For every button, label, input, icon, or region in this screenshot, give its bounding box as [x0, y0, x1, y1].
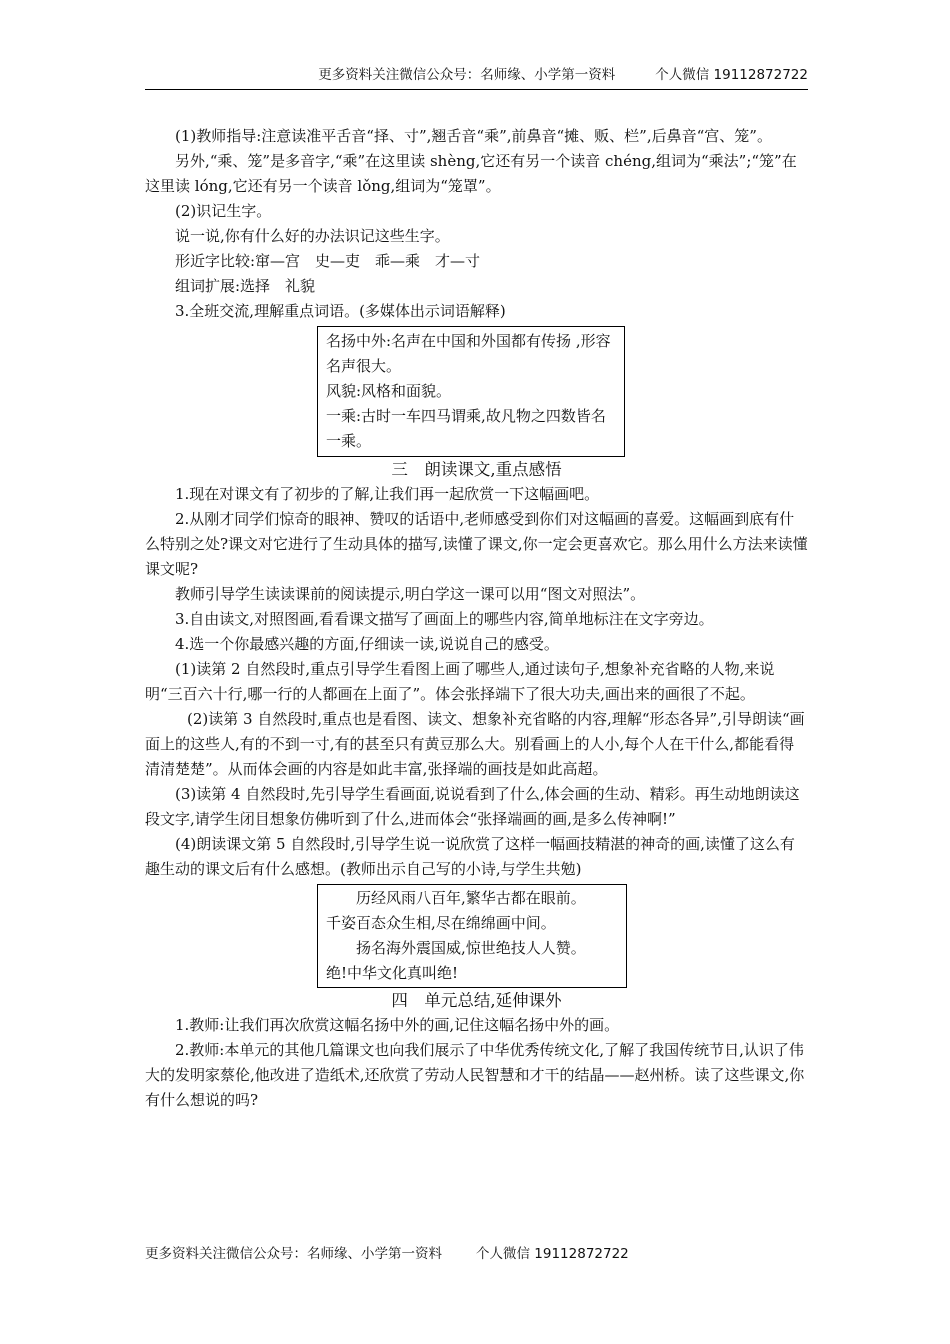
header-wechat: 个人微信 19112872722	[655, 67, 808, 83]
paragraph: 3.全班交流,理解重点词语。(多媒体出示词语解释)	[175, 302, 506, 320]
lesson-body	[145, 124, 808, 1113]
page-footer	[145, 1245, 629, 1263]
header-text: 更多资料关注微信公众号：名师缘、小学第一资料	[318, 67, 616, 83]
paragraph: 4.选一个你最感兴趣的方面,仔细读一读,说说自己的感受。	[175, 635, 559, 653]
vocabulary-box	[317, 326, 625, 457]
paragraph: (1)读第 2 自然段时,重点引导学生看图上画了哪些人,通过读句子,想象补充省略的人物,来说明“三百六十行,哪一行的人都画在上面了”。体会张择端下了很大功夫,画出来的画很了不起。	[145, 660, 775, 703]
footer-wechat: 个人微信 19112872722	[476, 1246, 629, 1262]
paragraph: 教师引导学生读读课前的阅读提示,明白学这一课可以用“图文对照法”。	[175, 585, 646, 603]
paragraph: 2.从刚才同学们惊奇的眼神、赞叹的话语中,老师感受到你们对这幅画的喜爱。这幅画到底有什么特别之处?课文对它进行了生动具体的描写,读懂了课文,你一定会更喜欢它。那么用什么方法来读懂课文呢?	[145, 510, 808, 578]
vocab-item: 名扬中外:名声在中国和外国都有传扬 ,形容名声很大。	[326, 332, 611, 375]
paragraph: (1)教师指导:注意读准平舌音“择、寸”,翘舌音“乘”,前鼻音“摊、贩、栏”,后鼻音“宫、笼”。	[175, 127, 772, 145]
paragraph: 2.教师:本单元的其他几篇课文也向我们展示了中华优秀传统文化,了解了我国传统节日,认识了伟大的发明家蔡伦,他改进了造纸术,还欣赏了劳动人民智慧和才干的结晶——赵州桥。读了这些课文,你有什么想说的吗?	[145, 1041, 805, 1109]
paragraph: 组词扩展:选择 礼貌	[175, 277, 316, 295]
paragraph: 另外,“乘、笼”是多音字,“乘”在这里读 shèng,它还有另一个读音 chéng,组词为“乘法”;“笼”在这里读 lóng,它还有另一个读音 lǒng,组词为“笼罩”。	[145, 152, 797, 195]
paragraph: 3.自由读文,对照图画,看看课文描写了画面上的哪些内容,简单地标注在文字旁边。	[175, 610, 714, 628]
poem-line: 绝!中华文化真叫绝!	[326, 964, 459, 982]
footer-text: 更多资料关注微信公众号：名师缘、小学第一资料	[145, 1246, 442, 1262]
vocab-item: 风貌:风格和面貌。	[326, 382, 452, 400]
poem-box	[317, 884, 627, 988]
paragraph: 1.教师:让我们再次欣赏这幅名扬中外的画,记住这幅名扬中外的画。	[175, 1016, 620, 1034]
paragraph: 说一说,你有什么好的办法识记这些生字。	[175, 227, 450, 245]
paragraph: (2)读第 3 自然段时,重点也是看图、读文、想象补充省略的内容,理解“形态各异”,引导朗读“画面上的这些人,有的不到一寸,有的甚至只有黄豆那么大。别看画上的人小,每个人在干什么,都能看得清清楚楚”。从而体会画的内容是如此丰富,张择端的画技是如此高超。	[145, 710, 805, 778]
paragraph: (3)读第 4 自然段时,先引导学生看画面,说说看到了什么,体会画的生动、精彩。再生动地朗读这段文字,请学生闭目想象仿佛听到了什么,进而体会“张择端画的画,是多么传神啊!”	[145, 785, 800, 828]
section-heading: 三 朗读课文,重点感悟	[391, 460, 562, 479]
paragraph: 形近字比较:窜—宫 史—吏 乖—乘 才—寸	[175, 252, 481, 270]
poem-line: 千姿百态众生相,尽在绵绵画中间。	[326, 914, 556, 932]
poem-line: 历经风雨八百年,繁华古都在眼前。	[356, 889, 586, 907]
page-header	[145, 66, 808, 84]
paragraph: (4)朗读课文第 5 自然段时,引导学生说一说欣赏了这样一幅画技精湛的神奇的画,读懂了这么有趣生动的课文后有什么感想。(教师出示自己写的小诗,与学生共勉)	[145, 835, 795, 878]
paragraph: (2)识记生字。	[175, 202, 272, 220]
section-heading: 四 单元总结,延伸课外	[391, 991, 562, 1010]
poem-line: 扬名海外震国威,惊世绝技人人赞。	[356, 939, 586, 957]
vocab-item: 一乘:古时一车四马谓乘,故凡物之四数皆名一乘。	[326, 407, 606, 450]
paragraph: 1.现在对课文有了初步的了解,让我们再一起欣赏一下这幅画吧。	[175, 485, 600, 503]
header-divider	[145, 89, 808, 90]
